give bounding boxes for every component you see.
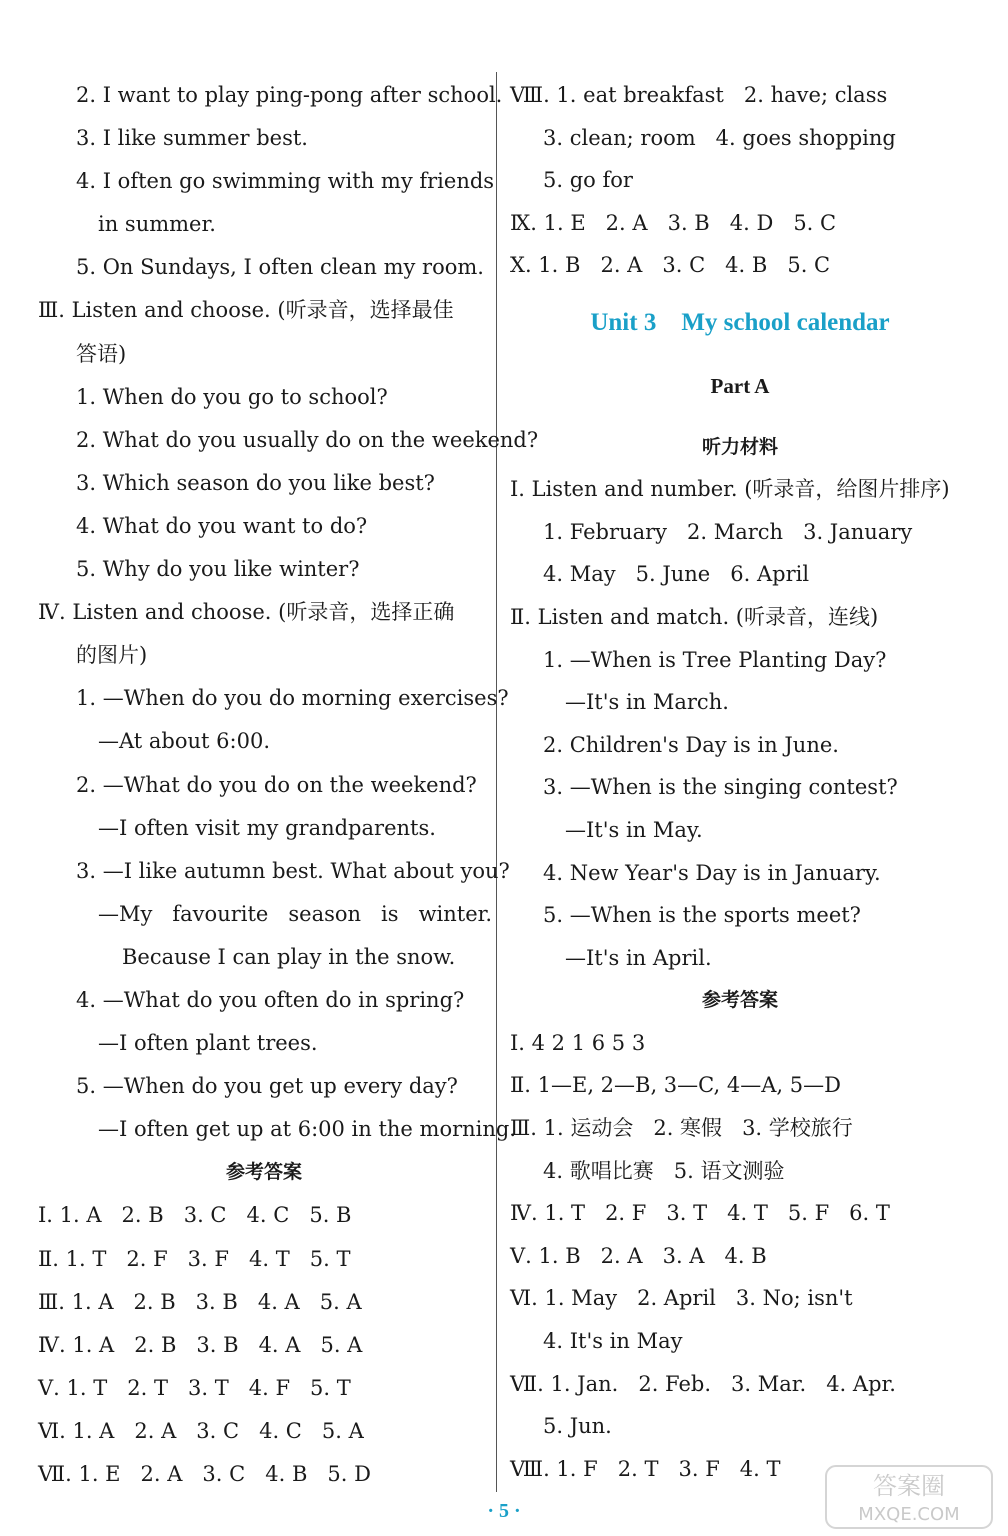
- text-line: 4. I often go swimming with my friends: [76, 169, 495, 194]
- question-line: 3. Which season do you like best?: [76, 470, 435, 495]
- page-number: · 5 ·: [487, 1500, 521, 1522]
- part-heading: Part A: [710, 373, 770, 398]
- answer-row: Ⅷ. 1. eat breakfast 2. have; class: [510, 83, 888, 107]
- right-column: [510, 74, 970, 1490]
- unit-title: Unit 3 My school calendar: [590, 308, 890, 336]
- section-title: Ⅰ. Listen and number. (听录音，给图片排序): [510, 477, 950, 502]
- text-line: 2. I want to play ping-pong after school.: [76, 83, 503, 107]
- question-line: 4. What do you want to do?: [76, 513, 368, 538]
- answer-row: Ⅳ. 1. A 2. B 3. B 4. A 5. A: [38, 1332, 363, 1357]
- dialog-line: —I often plant trees.: [98, 1031, 318, 1056]
- answer-row: Ⅱ. 1—E, 2—B, 3—C, 4—A, 5—D: [510, 1073, 841, 1098]
- answer-row: 5. Jun.: [543, 1414, 612, 1439]
- section-title-cont: 的图片): [76, 643, 148, 668]
- dialog-line: 5. —When do you get up every day?: [76, 1074, 458, 1099]
- dialog-line: —It's in May.: [565, 817, 703, 842]
- dialog-line: —It's in March.: [565, 690, 729, 715]
- answer-row: Ⅰ. 4 2 1 6 5 3: [510, 1030, 646, 1055]
- dialog-line: 5. —When is the sports meet?: [543, 903, 861, 928]
- section-title: Ⅳ. Listen and choose. (听录音，选择正确: [38, 600, 455, 625]
- answers-heading: 参考答案: [225, 1161, 302, 1184]
- answer-row: Ⅹ. 1. B 2. A 3. C 4. B 5. C: [510, 253, 831, 278]
- section-title: Ⅲ. Listen and choose. (听录音，选择最佳: [38, 298, 454, 323]
- list-item: 4. May 5. June 6. April: [543, 562, 810, 587]
- left-column: [38, 74, 539, 1496]
- answer-row: Ⅴ. 1. B 2. A 3. A 4. B: [510, 1243, 767, 1268]
- answer-row: Ⅶ. 1. Jan. 2. Feb. 3. Mar. 4. Apr.: [510, 1371, 896, 1396]
- answers-heading: 参考答案: [701, 989, 778, 1012]
- text-line: in summer.: [98, 212, 216, 237]
- answer-row: Ⅸ. 1. E 2. A 3. B 4. D 5. C: [510, 210, 837, 235]
- text-line: 3. I like summer best.: [76, 126, 308, 151]
- answer-row: Ⅲ. 1. 运动会 2. 寒假 3. 学校旅行: [510, 1116, 853, 1141]
- dialog-line: 4. New Year's Day is in January.: [543, 860, 881, 885]
- answer-row: Ⅰ. 1. A 2. B 3. C 4. C 5. B: [38, 1203, 352, 1228]
- dialog-line: 2. Children's Day is in June.: [543, 732, 839, 757]
- dialog-line: Because I can play in the snow.: [122, 944, 456, 969]
- answer-row: 5. go for: [543, 168, 633, 193]
- answer-row: Ⅵ. 1. A 2. A 3. C 4. C 5. A: [38, 1418, 364, 1443]
- dialog-line: 2. —What do you do on the weekend?: [76, 772, 477, 797]
- question-line: 1. When do you go to school?: [76, 384, 388, 409]
- dialog-line: 4. —What do you often do in spring?: [76, 987, 465, 1012]
- dialog-line: —My favourite season is winter.: [98, 901, 493, 926]
- listening-heading: 听力材料: [701, 435, 778, 458]
- answer-row: Ⅱ. 1. T 2. F 3. F 4. T 5. T: [38, 1246, 351, 1271]
- section-title: Ⅱ. Listen and match. (听录音，连线): [510, 604, 879, 629]
- answer-row: 4. 歌唱比赛 5. 语文测验: [543, 1158, 785, 1183]
- dialog-line: —I often visit my grandparents.: [98, 815, 436, 840]
- answer-row: Ⅶ. 1. E 2. A 3. C 4. B 5. D: [38, 1462, 371, 1486]
- answer-row: Ⅳ. 1. T 2. F 3. T 4. T 5. F 6. T: [510, 1201, 890, 1226]
- column-divider: [496, 72, 497, 1492]
- dialog-line: —At about 6:00.: [98, 729, 270, 754]
- dialog-line: 3. —When is the singing contest?: [543, 775, 898, 800]
- svg-text:MXQE.COM: MXQE.COM: [858, 1504, 960, 1525]
- answer-row: 3. clean; room 4. goes shopping: [543, 125, 896, 150]
- watermark-logo: [824, 1464, 994, 1530]
- section-title-cont: 答语): [76, 341, 127, 366]
- answer-row: Ⅲ. 1. A 2. B 3. B 4. A 5. A: [38, 1289, 362, 1314]
- question-line: 2. What do you usually do on the weekend?: [76, 427, 539, 452]
- dialog-line: 1. —When do you do morning exercises?: [76, 686, 509, 711]
- text-line: 5. On Sundays, I often clean my room.: [76, 255, 484, 280]
- question-line: 5. Why do you like winter?: [76, 557, 360, 582]
- answer-row: 4. It's in May: [543, 1329, 683, 1354]
- dialog-line: 3. —I like autumn best. What about you?: [76, 858, 510, 883]
- dialog-line: —It's in April.: [565, 945, 712, 970]
- dialog-line: —I often get up at 6:00 in the morning.: [98, 1117, 517, 1142]
- dialog-line: 1. —When is Tree Planting Day?: [543, 647, 887, 672]
- answer-row: Ⅵ. 1. May 2. April 3. No; isn't: [510, 1286, 853, 1311]
- answer-row: Ⅷ. 1. F 2. T 3. F 4. T: [510, 1456, 781, 1481]
- svg-text:答案圈: 答案圈: [873, 1472, 945, 1500]
- list-item: 1. February 2. March 3. January: [543, 519, 913, 544]
- answer-row: Ⅴ. 1. T 2. T 3. T 4. F 5. T: [38, 1375, 351, 1400]
